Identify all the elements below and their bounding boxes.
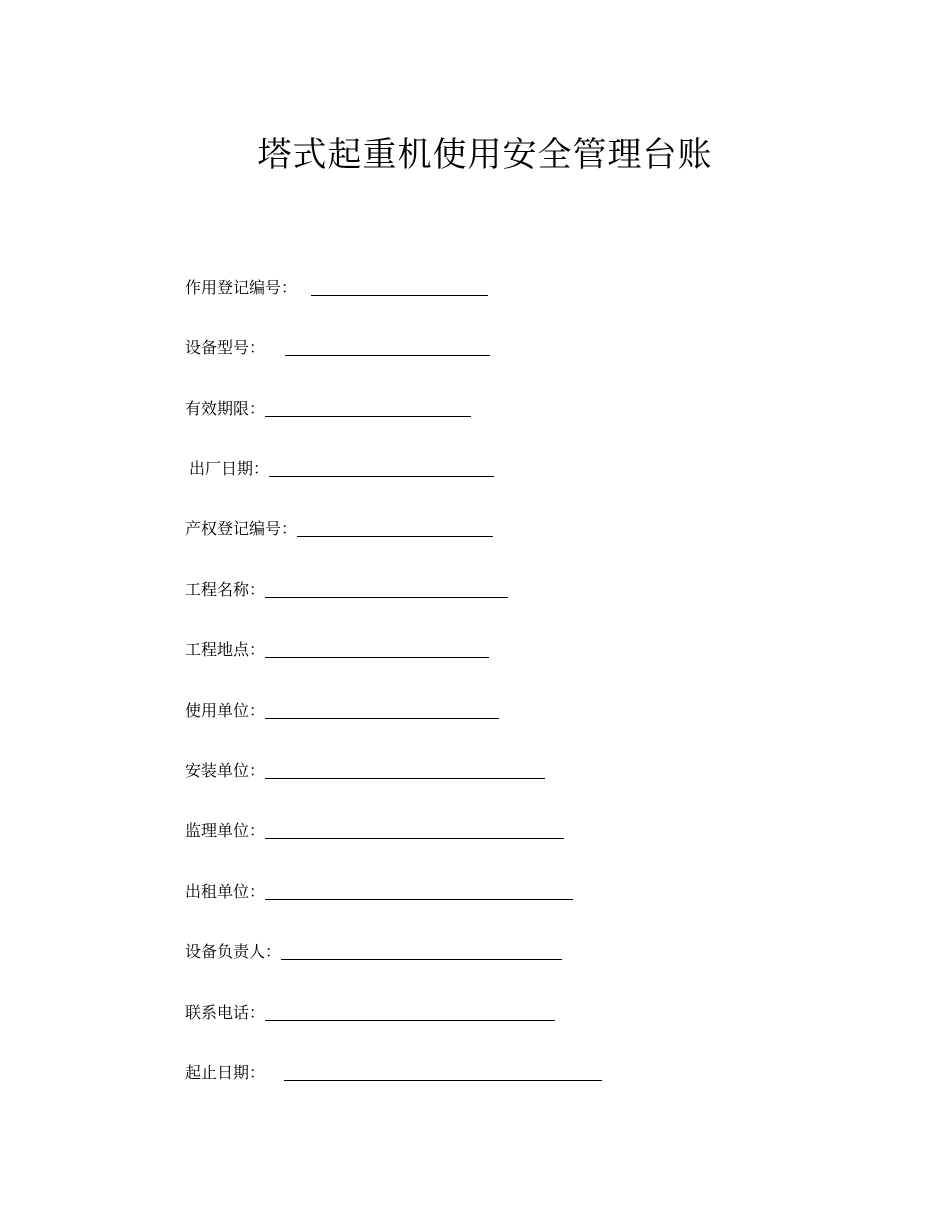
page-title: 塔式起重机使用安全管理台账 <box>257 135 713 175</box>
field-property-reg-no <box>185 515 493 539</box>
field-label: 出租单位： <box>185 882 266 901</box>
field-label: 起止日期： <box>185 1063 266 1082</box>
supervision-unit-input-line[interactable] <box>265 838 564 839</box>
field-validity-period <box>185 395 471 419</box>
field-label: 设备负责人： <box>185 942 282 961</box>
field-label: 工程名称： <box>185 580 266 599</box>
field-project-location <box>185 636 489 660</box>
contact-phone-input-line[interactable] <box>265 1020 555 1021</box>
user-unit-input-line[interactable] <box>265 718 499 719</box>
field-label: 使用单位： <box>185 701 266 720</box>
property-reg-no-input-line[interactable] <box>297 536 493 537</box>
field-label: 产权登记编号： <box>185 519 298 538</box>
field-equipment-model <box>185 334 490 358</box>
field-label: 工程地点： <box>185 640 266 659</box>
installation-unit-input-line[interactable] <box>265 778 545 779</box>
field-project-name <box>185 576 508 600</box>
manufacture-date-input-line[interactable] <box>269 476 494 477</box>
usage-reg-no-input-line[interactable] <box>311 295 488 296</box>
equipment-manager-input-line[interactable] <box>281 959 562 960</box>
field-label: 有效期限： <box>185 399 266 418</box>
field-usage-reg-no <box>185 274 488 298</box>
project-name-input-line[interactable] <box>265 597 508 598</box>
equipment-model-input-line[interactable] <box>285 355 490 356</box>
validity-period-input-line[interactable] <box>265 416 471 417</box>
field-label: 作用登记编号： <box>185 278 298 297</box>
project-location-input-line[interactable] <box>265 657 489 658</box>
field-contact-phone <box>185 999 555 1023</box>
start-end-date-input-line[interactable] <box>284 1080 602 1081</box>
field-manufacture-date <box>189 455 494 479</box>
field-label: 出厂日期： <box>189 459 270 478</box>
field-label: 联系电话： <box>185 1003 266 1022</box>
field-label: 监理单位： <box>185 821 266 840</box>
field-installation-unit <box>185 757 545 781</box>
field-user-unit <box>185 697 499 721</box>
rental-unit-input-line[interactable] <box>265 899 573 900</box>
field-label: 安装单位： <box>185 761 266 780</box>
field-supervision-unit <box>185 817 564 841</box>
field-rental-unit <box>185 878 573 902</box>
field-equipment-manager <box>185 938 562 962</box>
field-start-end-date <box>185 1059 602 1083</box>
field-label: 设备型号： <box>185 338 266 357</box>
